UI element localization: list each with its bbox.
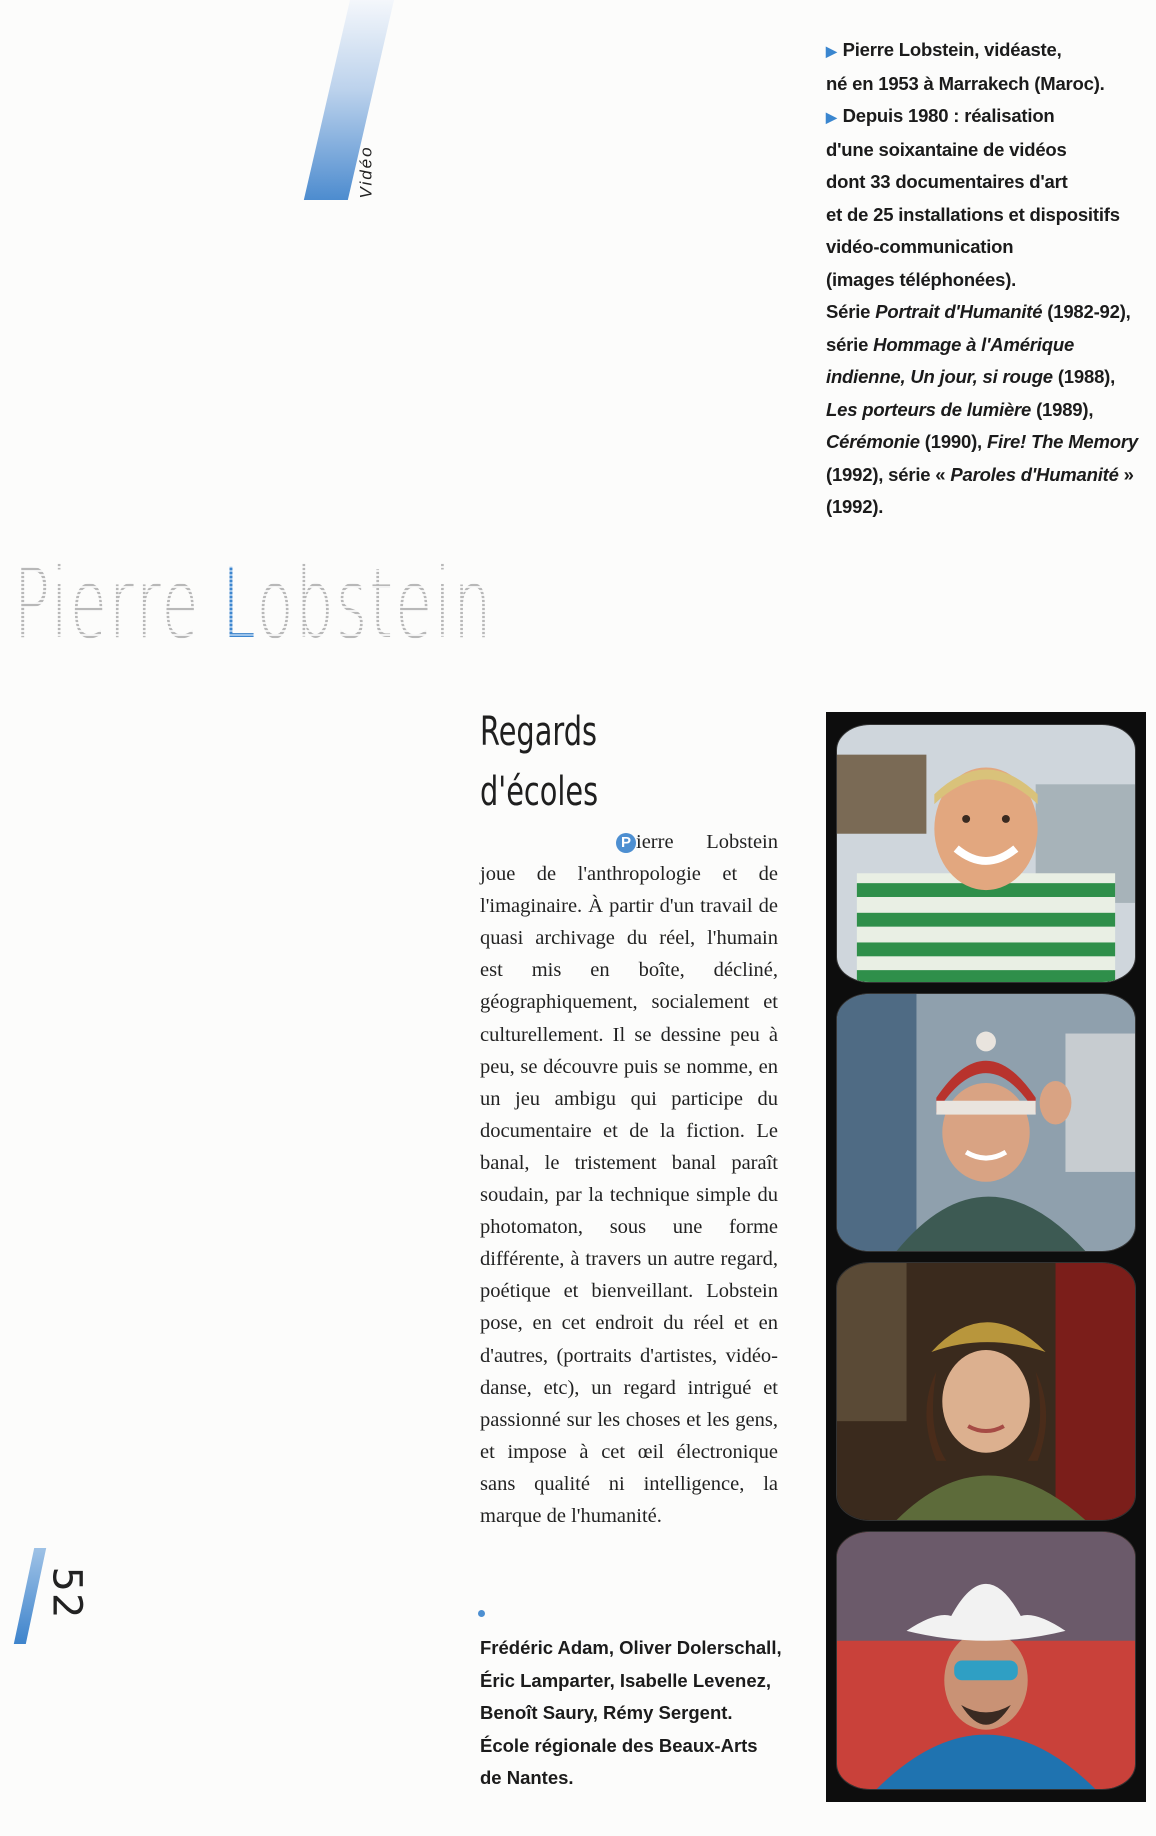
bio-works-segment: Portrait d'Humanité [875,301,1043,322]
bio-works-segment: Hommage à l'Amérique indienne, Un jour, si rouge [826,333,1075,387]
artist-name: Pierre Lobstein [14,548,494,660]
decorative-stripe-bottom [14,1548,46,1644]
bio-works-segment: (1990), [919,431,987,452]
portrait-man-cowboy-hat-image [837,1532,1135,1789]
bullet-dot-icon [478,1610,485,1617]
article-body: P ierre Lobstein joue de l'anthropologie et de l'imaginaire. À partir d'un travail de quasi archivage du réel, l'humain est mis en boîte, décliné, géographiquement, socialement et culturellement. Il se dessine peu à peu, se découvre puis se nomme, en un jeu ambigu qui participe du documentaire et de la fiction. Le banal, le tristement banal paraît soudain, par la technique simple du photomaton, sous une forme différente, à travers un autre regard, poétique et bienveillant. Lobstein pose, en cet endroit du réel et en d'autres, (portraits d'artistes, vidéo-danse, etc), un regard intrigué et passionné sur les choses et les gens, et impose à cet œil électronique sans qualité ni intelligence, la marque de l'humanité. [480,831,778,1527]
credits-block: Frédéric Adam, Oliver Dolerschall, Éric Lamparter, Isabelle Levenez, Benoît Saury, Rémy Sergent. École régionale des Beaux-Arts de Nantes. [480,1637,782,1788]
video-stills-strip [826,712,1146,1802]
bio-works-segment: (1982-92), série [826,301,1131,355]
bio-works-segment: Cérémonie [826,431,920,452]
article-title: Regards d'écoles [480,709,599,815]
bio-works-segment: Les porteurs de lumière [826,398,1032,420]
video-frame-3 [836,1262,1136,1521]
section-label: Vidéo [356,145,376,199]
video-frame-1 [836,724,1136,983]
bio-works-segment: » (1992). [826,463,1134,517]
video-frame-4 [836,1531,1136,1790]
portrait-woman-costume-image [837,1263,1135,1520]
dropcap-badge: P [616,833,636,853]
triangle-bullet-icon: ▶ [826,109,837,125]
bio-works-segment: Paroles d'Humanité [950,463,1119,485]
portrait-woman-red-hat-image [837,994,1135,1251]
bio-works [826,296,1146,524]
bio-works-segment: (1989), [1031,398,1094,420]
bio-works-segment: (1988), [1052,366,1116,387]
triangle-bullet-icon: ▶ [826,43,837,59]
decorative-stripe-top [304,0,394,200]
bio-works-segment: Série [826,301,876,322]
video-frame-2 [836,993,1136,1252]
bio-paragraph-2: ▶ Depuis 1980 : réalisation d'une soixantaine de vidéos dont 33 documentaires d'art et de 25 installations et dispositifs vidéo-communication (images téléphonées). [826,105,1120,290]
portrait-man-striped-shirt-image [837,725,1135,982]
bio-paragraph-1: ▶ Pierre Lobstein, vidéaste, né en 1953 à Marrakech (Maroc). [826,39,1105,94]
biography-block [826,34,1146,524]
page-number: 52 [43,1566,90,1620]
bio-works-segment: Fire! The Memory [986,431,1138,452]
bio-works-segment: (1992), série « [826,463,951,485]
